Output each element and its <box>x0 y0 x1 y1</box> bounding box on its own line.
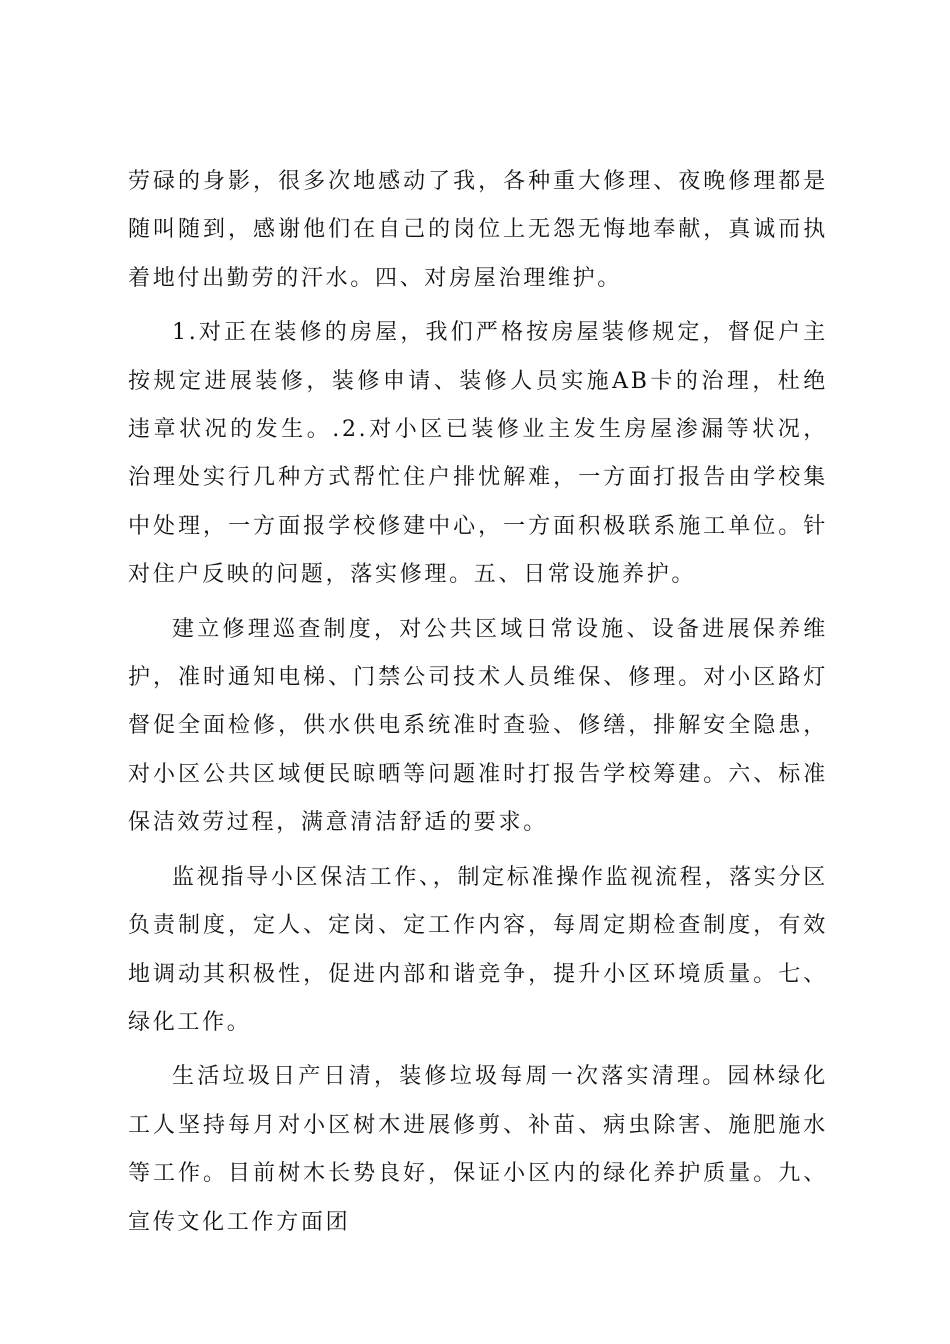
paragraph-2: 1.对正在装修的房屋，我们严格按房屋装修规定，督促户主按规定进展装修，装修申请、装修人员实施AB卡的治理，杜绝违章状况的发生。.2.对小区已装修业主发生房屋渗漏等状况，治理处实行几种方式帮忙住户排忧解难，一方面打报告由学校集中处理，一方面报学校修建中心，一方面积极联系施工单位。针对住户反映的问题，落实修理。五、日常设施养护。 <box>128 320 828 588</box>
paragraph-3: 建立修理巡查制度，对公共区域日常设施、设备进展保养维护，准时通知电梯、门禁公司技术人员维保、修理。对小区路灯督促全面检修，供水供电系统准时查验、修缮，排解安全隐患，对小区公共区域便民晾晒等问题准时打报告学校筹建。六、标准保洁效劳过程，满意清洁舒适的要求。 <box>128 616 828 836</box>
document-body <box>128 158 828 1247</box>
paragraph-5: 生活垃圾日产日清，装修垃圾每周一次落实清理。园林绿化工人坚持每月对小区树木进展修剪、补苗、病虫除害、施肥施水等工作。目前树木长势良好，保证小区内的绿化养护质量。九、宣传文化工作方面团 <box>128 1064 828 1235</box>
paragraph-1: 劳碌的身影，很多次地感动了我，各种重大修理、夜晚修理都是随叫随到，感谢他们在自己的岗位上无怨无悔地奉献，真诚而执着地付出勤劳的汗水。四、对房屋治理维护。 <box>128 169 828 291</box>
paragraph-4: 监视指导小区保洁工作、，制定标准操作监视流程，落实分区负责制度，定人、定岗、定工作内容，每周定期检查制度，有效地调动其积极性，促进内部和谐竞争，提升小区环境质量。七、绿化工作。 <box>128 864 828 1035</box>
